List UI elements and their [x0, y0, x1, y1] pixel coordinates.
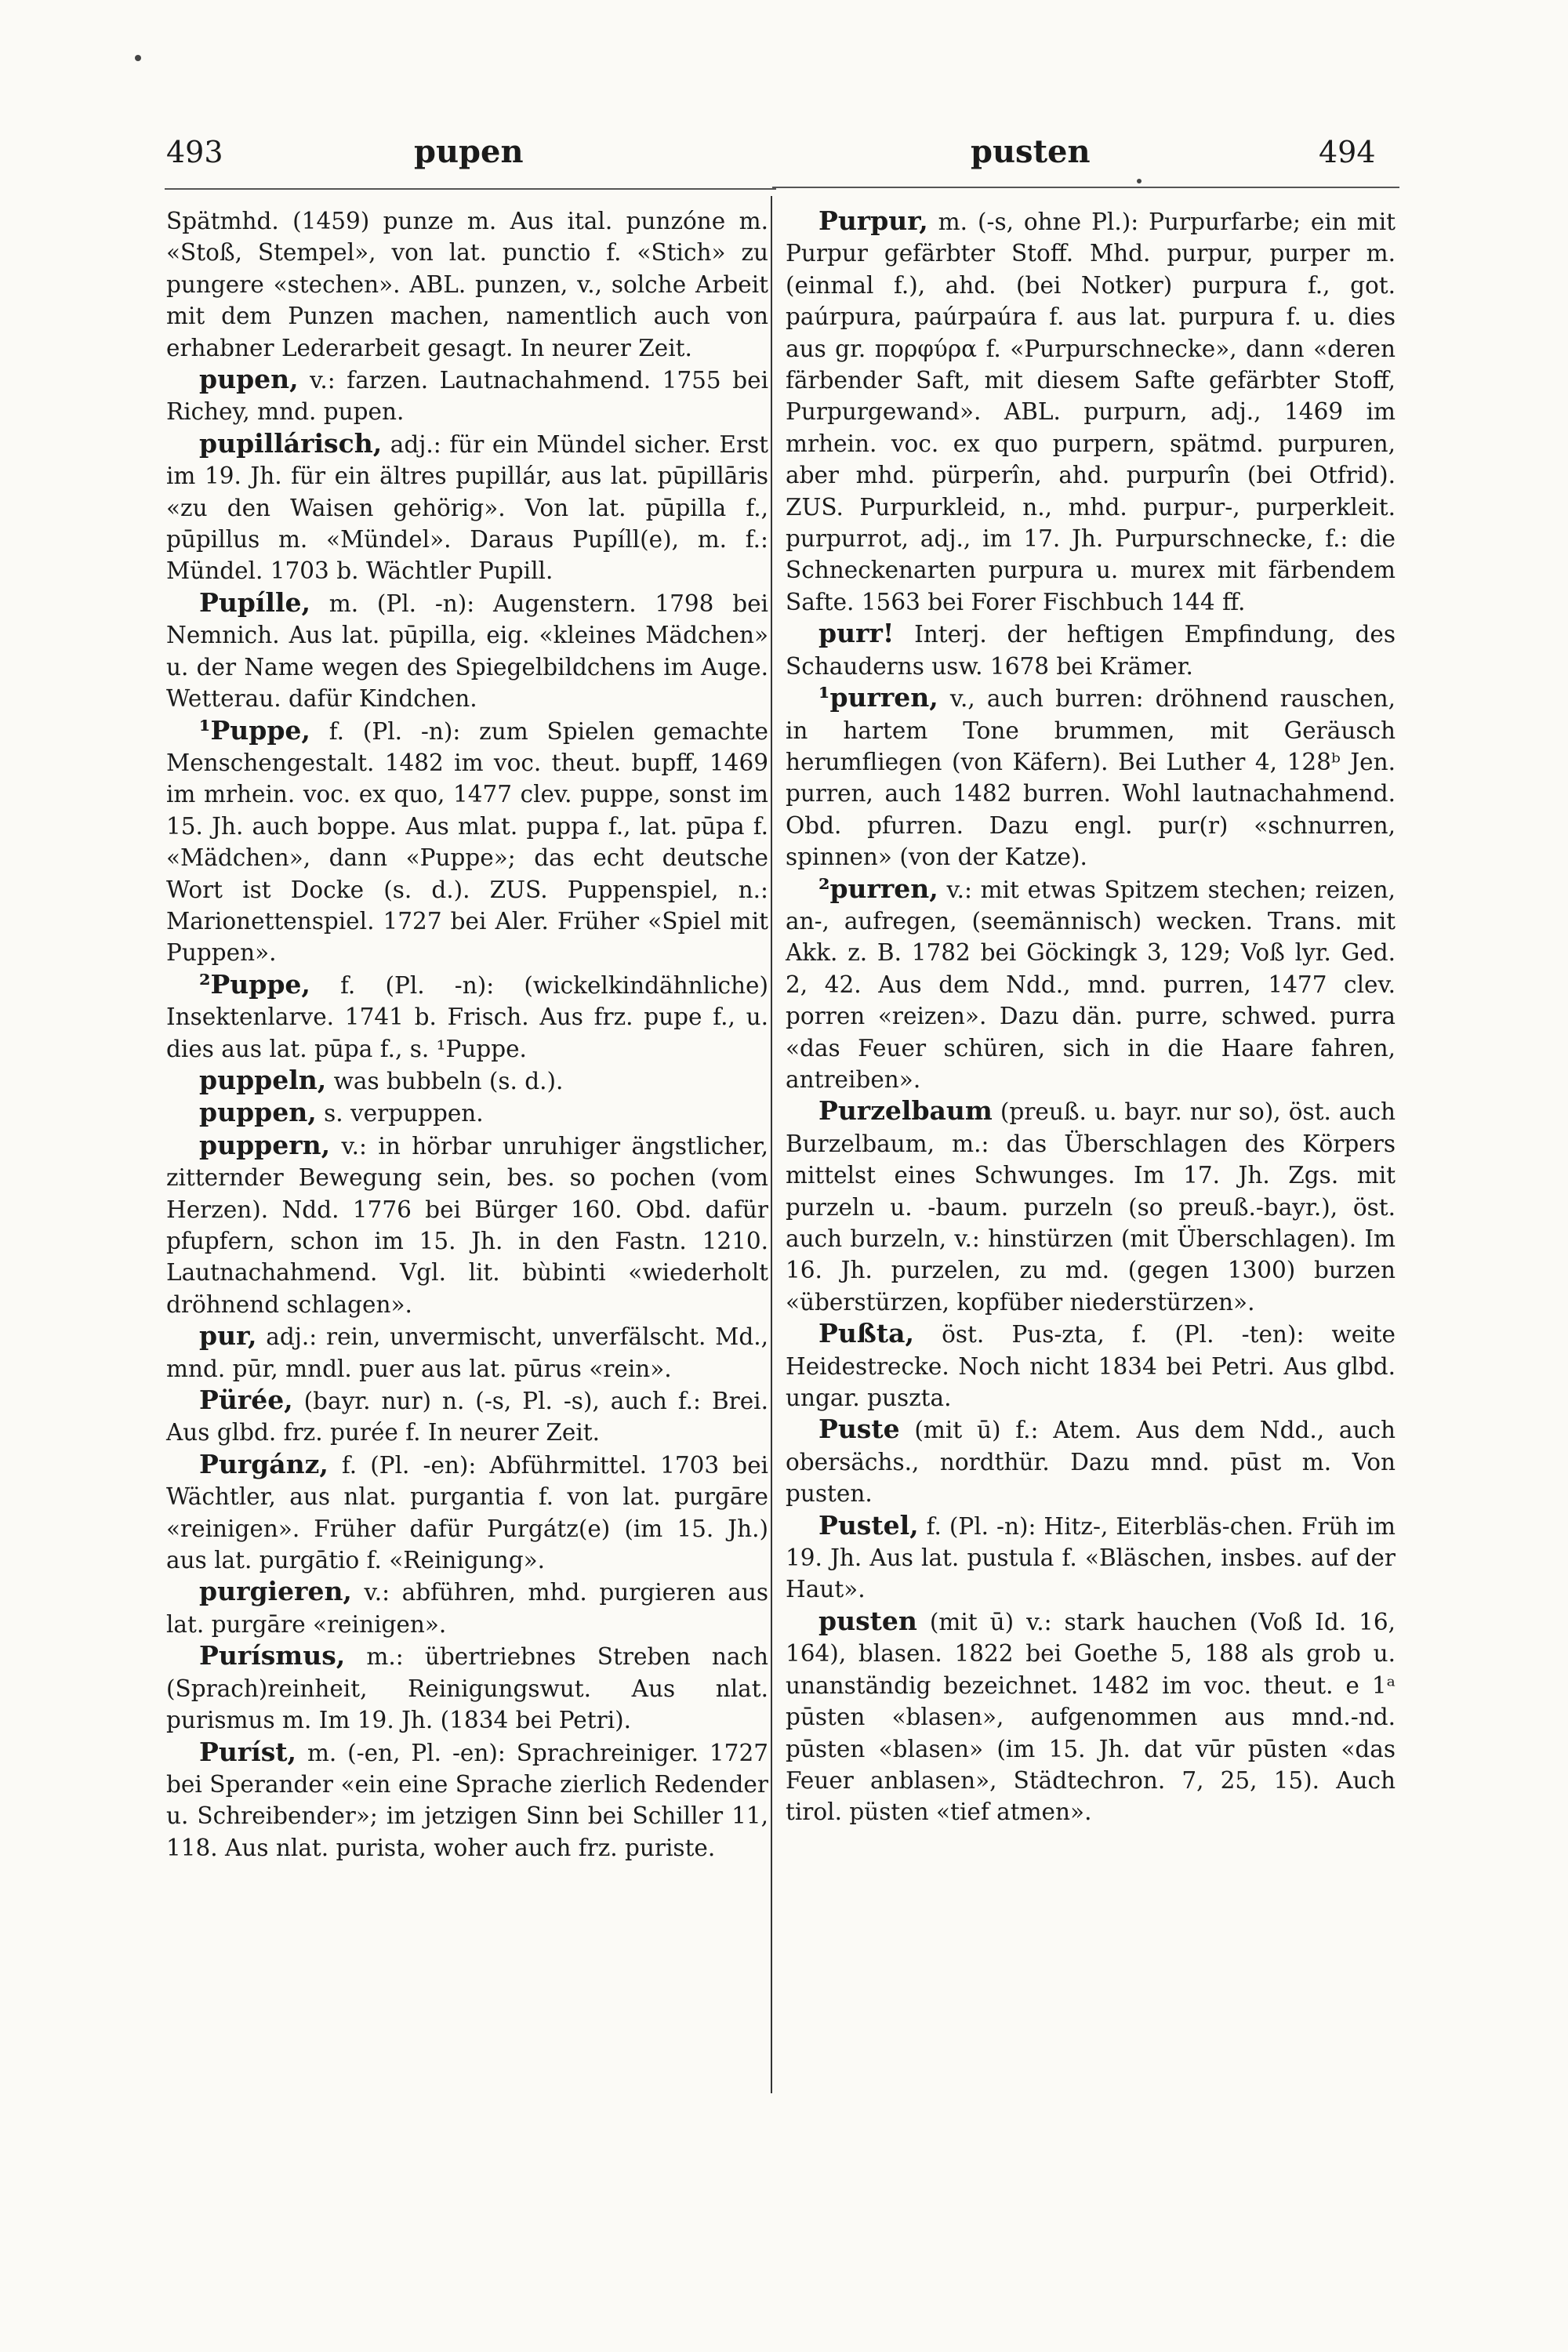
entry-headword: pupen, [199, 364, 299, 395]
entry-headword: Pürée, [199, 1385, 293, 1416]
entry-text: f. (Pl. -en): Abführmittel. 1703 bei Wächtler, aus nlat. purgantia f. von lat. purgāre «reinigen». Früher dafür Purgátz(e) (im 15. Jh.) aus lat. purgātio f. «Reinigung». [166, 1451, 768, 1574]
guide-word-right: pusten [971, 133, 1091, 170]
entry-headword: pusten [818, 1605, 917, 1636]
dictionary-entry [166, 364, 768, 428]
entry-headword: Puste [818, 1414, 900, 1445]
entry-headword: Purgánz, [199, 1448, 328, 1479]
dictionary-entry [166, 1449, 768, 1577]
dictionary-entry [786, 1606, 1396, 1828]
entry-headword: pupillárisch, [199, 427, 383, 459]
dictionary-entry [166, 1130, 768, 1320]
dictionary-entry [786, 1414, 1396, 1509]
entry-text: v.: in hörbar unruhiger ängstlicher, zitternder Bewegung sein, bes. so pochen (vom Herzen). Ndd. 1776 bei Bürger 160. Obd. dafür pfupfern, schon im 15. Jh. in den Fastn. 1210. Lautnachahmend. Vgl. lit. bùbinti «wiederholt dröhnend schlagen». [166, 1132, 768, 1318]
dictionary-entry [786, 682, 1396, 873]
dictionary-entry [166, 1385, 768, 1449]
entry-headword: ²Puppe, [199, 968, 310, 1000]
page-number-right: 494 [1319, 135, 1376, 169]
dictionary-entry [166, 1576, 768, 1640]
entry-text: s. verpuppen. [316, 1100, 484, 1127]
entry-headword: puppen, [199, 1097, 317, 1128]
entry-text: m. (-s, ohne Pl.): Purpurfarbe; ein mit Purpur gefärbter Stoff. Mhd. purpur, purper m. (einmal f.), ahd. (bei Notker) purpura f., got. paúrpura, paúrpaúra f. aus lat. purpura f. u. dies aus gr. πορφύρα f. «Purpurschnecke», dann «deren färbender Saft, mit diesem Safte gefärbter Stoff, Purpurgewand». ABL. purpurn, adj., 1469 im mrhein. voc. ex quo purpern, spätmd. purpuren, aber mhd. pürperîn, ahd. purpurîn (bei Otfrid). ZUS. Purpurkleid, n., mhd. purpur-, purperkleit. purpurrot, adj., im 17. Jh. Purpurschnecke, f.: die Schneckenarten purpura u. murex mit färbendem Safte. 1563 bei Forer Fischbuch 144 ff. [786, 209, 1396, 615]
entry-text: f. (Pl. -n): (wickelkindähnliche) Insektenlarve. 1741 b. Frisch. Aus frz. pupe f., u. dies aus lat. pūpa f., s. ¹Puppe. [166, 971, 768, 1062]
header-rule-right [772, 187, 1399, 188]
dictionary-entry [166, 1097, 768, 1129]
running-header [0, 132, 1568, 179]
dictionary-entry [166, 1320, 768, 1385]
dictionary-entry [166, 428, 768, 587]
dictionary-entry [166, 1065, 768, 1097]
entry-text: v.: mit etwas Spitzem stechen; reizen, an-, aufregen, (seemännisch) wecken. Trans. mit Akk. z. B. 1782 bei Göckingk 3, 129; Voß lyr. Ged. 2, 42. Aus dem Ndd., mnd. purren, 1477 clev. porren «reizen». Dazu dän. purre, schwed. purra «das Feuer schüren, sich in die Haare fahren, antreiben». [786, 876, 1396, 1093]
dictionary-entry [786, 1318, 1396, 1414]
entry-text: (preuß. u. bayr. nur so), öst. auch Burzelbaum, m.: das Überschlagen des Körpers mittelst eines Schwunges. Im 17. Jh. Zgs. mit purzeln u. -baum. purzeln (so preuß.-bayr.), öst. auch burzeln, v.: hinstürzen (mit Überschlagen). Im 16. Jh. purzelen, zu md. (gegen 1300) burzen «überstürzen, kopfüber niederstürzen». [786, 1098, 1396, 1316]
entry-headword: ²purren, [818, 873, 938, 904]
entry-text: v.: abführen, mhd. purgieren aus lat. purgāre «reinigen». [166, 1579, 768, 1638]
left-column [166, 205, 768, 1864]
dictionary-entry [166, 969, 768, 1065]
entry-headword: puppeln, [199, 1064, 327, 1095]
dictionary-entry [166, 587, 768, 715]
entry-headword: Pustel, [818, 1509, 919, 1541]
entry-headword: Pupílle, [199, 586, 310, 618]
entry-text: Interj. der heftigen Empfindung, des Schauderns usw. 1678 bei Krämer. [786, 621, 1396, 680]
guide-word-left: pupen [414, 133, 524, 170]
entry-text: m. (-en, Pl. -en): Sprachreiniger. 1727 bei Sperander «ein eine Sprache zierlich Redender u. Schreibender»; im jetzigen Sinn bei Schiller 11, 118. Aus nlat. purista, woher auch frz. puriste. [166, 1739, 768, 1861]
entry-headword: purgieren, [199, 1576, 352, 1607]
dictionary-entry [166, 1640, 768, 1736]
entry-headword: purr! [818, 618, 895, 649]
entry-text: v., auch burren: dröhnend rauschen, in hartem Tone brummen, mit Geräusch herumfliegen (von Käfern). Bei Luther 4, 128ᵇ Jen. purren, auch 1482 burren. Wohl lautnachahmend. Obd. pfurren. Dazu engl. pur(r) «schnurren, spinnen» (von der Katze). [786, 685, 1396, 871]
entry-text: (bayr. nur) n. (-s, Pl. -s), auch f.: Brei. Aus glbd. frz. purée f. In neurer Zeit. [166, 1388, 768, 1446]
dictionary-entry [166, 1737, 768, 1864]
dictionary-entry [786, 1510, 1396, 1606]
entry-headword: Puríst, [199, 1736, 297, 1767]
entry-text: f. (Pl. -n): zum Spielen gemachte Menschengestalt. 1482 im voc. theut. bupff, 1469 im mrhein. voc. ex quo, 1477 clev. puppe, sonst im 15. Jh. auch boppe. Aus mlat. puppa f., lat. pūpa f. «Mädchen», dann «Puppe»; das echt deutsche Wort ist Docke (s. d.). ZUS. Puppenspiel, n.: Marionettenspiel. 1727 bei Aler. Früher «Spiel mit Puppen». [166, 717, 768, 967]
entry-text: m. (Pl. -n): Augenstern. 1798 bei Nemnich. Aus lat. pūpilla, eig. «kleines Mädchen» u. der Name wegen des Spiegelbildchens im Auge. Wetterau. dafür Kindchen. [166, 590, 768, 713]
entry-headword: Purísmus, [199, 1640, 346, 1671]
column-divider [771, 196, 772, 2093]
entry-text: v.: farzen. Lautnachahmend. 1755 bei Richey, mnd. pupen. [166, 367, 768, 426]
entry-text: Spätmhd. (1459) punze m. Aus ital. punzóne m. «Stoß, Stempel», von lat. punctio f. «Stich» zu pungere «stechen». ABL. punzen, v., solche Arbeit mit dem Punzen machen, namentlich auch von erhabner Lederarbeit gesagt. In neurer Zeit. [166, 208, 768, 361]
dictionary-entry [786, 1095, 1396, 1318]
dictionary-entry [166, 205, 768, 364]
dictionary-entry [786, 205, 1396, 618]
entry-text: (mit ū) v.: stark hauchen (Voß Id. 16, 164), blasen. 1822 bei Goethe 5, 188 als grob u. unanständig bezeichnet. 1482 im voc. theut. e 1ᵃ pūsten «blasen», aufgenommen aus mnd.-nd. pūsten «blasen» (im 15. Jh. dat vūr pūsten «das Feuer anblasen», Städtechron. 7, 25, 15). Auch tirol. püsten «tief atmen». [786, 1608, 1396, 1826]
dictionary-entry [166, 715, 768, 969]
entry-text: f. (Pl. -n): Hitz-, Eiterbläs-chen. Früh im 19. Jh. Aus lat. pustula f. «Bläschen, insbes. auf der Haut». [786, 1512, 1396, 1603]
dictionary-entry [786, 873, 1396, 1096]
entry-text: öst. Pus-zta, f. (Pl. -ten): weite Heidestrecke. Noch nicht 1834 bei Petri. Aus glbd. ungar. puszta. [786, 1321, 1396, 1412]
entry-headword: ¹purren, [818, 682, 938, 713]
scan-speck [1137, 179, 1142, 183]
scan-speck [135, 55, 141, 61]
right-column [786, 205, 1396, 1828]
header-rule-left [165, 188, 776, 190]
entry-headword: Purzelbaum [818, 1095, 993, 1127]
entry-text: adj.: für ein Mündel sicher. Erst im 19. Jh. für ein ältres pupillár, aus lat. pūpillāris «zu den Waisen gehörig». Von lat. pūpilla f., pūpillus m. «Mündel». Daraus Pupíll(e), m. f.: Mündel. 1703 b. Wächtler Pupill. [166, 430, 768, 585]
page-number-left: 493 [166, 135, 223, 169]
entry-text: adj.: rein, unvermischt, unverfälscht. Md., mnd. pūr, mndl. puer aus lat. pūrus «rein». [166, 1323, 768, 1382]
entry-text: was bubbeln (s. d.). [326, 1067, 564, 1094]
entry-headword: Pußta, [818, 1318, 914, 1349]
entry-headword: puppern, [199, 1129, 331, 1160]
entry-text: (mit ū) f.: Atem. Aus dem Ndd., auch obersächs., nordthür. Dazu mnd. pūst m. Von pusten. [786, 1417, 1396, 1508]
entry-headword: pur, [199, 1320, 257, 1352]
dictionary-entry [786, 618, 1396, 682]
entry-headword: ¹Puppe, [199, 714, 310, 746]
entry-text: m.: übertriebnes Streben nach (Sprach)reinheit, Reinigungswut. Aus nlat. purismus m. Im 19. Jh. (1834 bei Petri). [166, 1643, 768, 1734]
entry-headword: Purpur, [818, 205, 928, 236]
